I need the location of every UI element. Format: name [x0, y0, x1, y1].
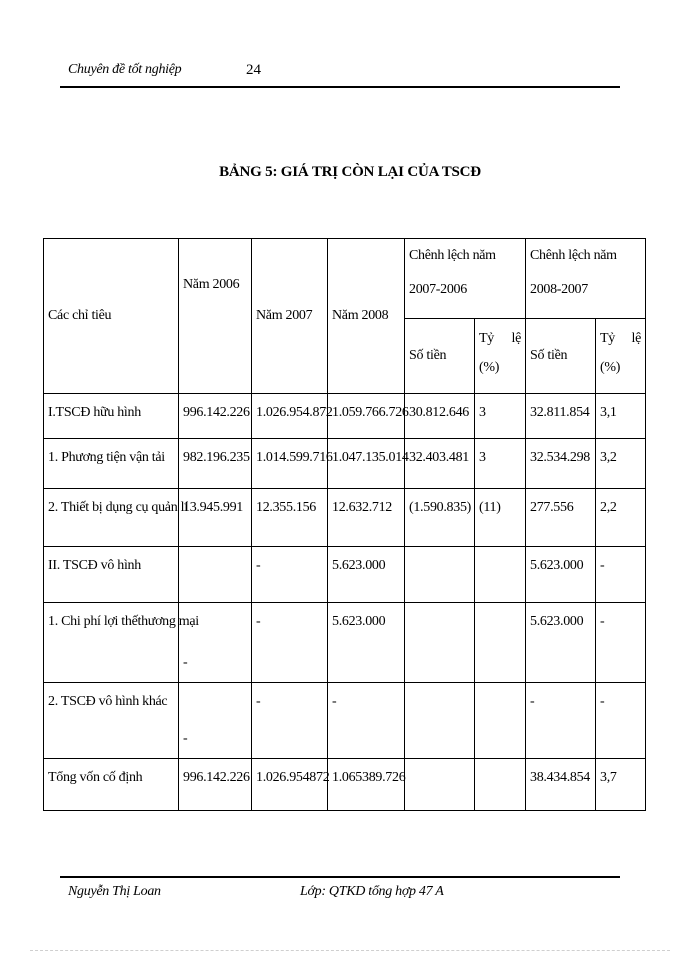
header-2008: Năm 2008	[328, 239, 405, 394]
header-diff-2007-2006: Chênh lệch năm 2007-2006	[405, 239, 526, 319]
cell-2008: 1.059.766.726	[328, 394, 405, 439]
footer-rule	[60, 876, 620, 878]
cell-diff1-ratio	[475, 683, 526, 759]
header-indicator: Các chỉ tiêu	[44, 239, 179, 394]
cell-2006	[179, 547, 252, 603]
cell-2007: -	[252, 547, 328, 603]
cell-diff2-amount: -	[526, 683, 596, 759]
header-rule	[60, 86, 620, 88]
cell-2006: 996.142.226	[179, 759, 252, 811]
header-amount-1: Số tiền	[405, 319, 475, 394]
row-label: I.TSCĐ hữu hình	[44, 394, 179, 439]
cell-diff1-ratio	[475, 603, 526, 683]
row-label: 2. TSCĐ vô hình khác	[44, 683, 179, 759]
cell-2008: 1.065389.726	[328, 759, 405, 811]
cell-diff2-ratio: 2,2	[596, 489, 646, 547]
cell-2006: 996.142.226	[179, 394, 252, 439]
table-row	[44, 547, 646, 603]
cell-diff1-ratio: (11)	[475, 489, 526, 547]
table-row	[44, 394, 646, 439]
cell-2007: 1.014.599.716	[252, 439, 328, 489]
cell-diff2-amount: 5.623.000	[526, 547, 596, 603]
header-ratio-2: Tỷ lệ (%)	[596, 319, 646, 394]
cell-diff1-amount: 32.403.481	[405, 439, 475, 489]
cell-2008: 5.623.000	[328, 603, 405, 683]
header-document-type: Chuyên đề tốt nghiệp	[68, 62, 182, 77]
header-amount-2: Số tiền	[526, 319, 596, 394]
cell-diff1-ratio	[475, 547, 526, 603]
cell-diff1-amount	[405, 683, 475, 759]
footer-class: Lớp: QTKD tổng hợp 47 A	[300, 884, 444, 899]
cell-diff2-ratio: 3,1	[596, 394, 646, 439]
footer-author: Nguyễn Thị Loan	[68, 884, 161, 899]
cell-2006: 982.196.235	[179, 439, 252, 489]
cell-diff2-ratio: -	[596, 547, 646, 603]
row-label: 2. Thiết bị dụng cụ quản lí	[44, 489, 179, 547]
cell-diff2-ratio: -	[596, 683, 646, 759]
cell-diff2-ratio: 3,7	[596, 759, 646, 811]
row-label: II. TSCĐ vô hình	[44, 547, 179, 603]
cell-2006: -	[179, 603, 252, 683]
cell-diff1-amount: (1.590.835)	[405, 489, 475, 547]
cell-2007: 12.355.156	[252, 489, 328, 547]
header-2007: Năm 2007	[252, 239, 328, 394]
table-row	[44, 683, 646, 759]
header-2006: Năm 2006	[179, 239, 252, 394]
cell-2007: 1.026.954.872	[252, 394, 328, 439]
row-label: Tổng vốn cố định	[44, 759, 179, 811]
cell-diff1-ratio	[475, 759, 526, 811]
cell-diff1-amount	[405, 603, 475, 683]
cell-2006: 13.945.991	[179, 489, 252, 547]
cell-diff2-amount: 277.556	[526, 489, 596, 547]
table-row	[44, 759, 646, 811]
cell-diff1-amount	[405, 759, 475, 811]
row-label: 1. Chi phí lợi thếthương mại	[44, 603, 179, 683]
cell-diff1-ratio: 3	[475, 439, 526, 489]
cell-2007: -	[252, 603, 328, 683]
table-row	[44, 439, 646, 489]
cell-2008: 12.632.712	[328, 489, 405, 547]
cell-diff2-ratio: 3,2	[596, 439, 646, 489]
cell-2006: -	[179, 683, 252, 759]
cell-diff1-amount: 30.812.646	[405, 394, 475, 439]
page-number: 24	[246, 62, 261, 78]
cell-2007: -	[252, 683, 328, 759]
table-row	[44, 489, 646, 547]
cell-2008: -	[328, 683, 405, 759]
cell-diff1-ratio: 3	[475, 394, 526, 439]
header-ratio-1: Tỷ lệ (%)	[475, 319, 526, 394]
page-header	[60, 60, 620, 86]
cell-diff2-amount: 38.434.854	[526, 759, 596, 811]
cell-diff2-amount: 5.623.000	[526, 603, 596, 683]
row-label: 1. Phương tiện vận tải	[44, 439, 179, 489]
cell-2007: 1.026.954872	[252, 759, 328, 811]
cell-diff1-amount	[405, 547, 475, 603]
cell-2008: 5.623.000	[328, 547, 405, 603]
table-row	[44, 603, 646, 683]
cell-diff2-amount: 32.811.854	[526, 394, 596, 439]
cell-2008: 1.047.135.014	[328, 439, 405, 489]
fixed-asset-table	[43, 238, 646, 811]
table-title: BẢNG 5: GIÁ TRỊ CÒN LẠI CỦA TSCĐ	[219, 164, 481, 180]
page-edge	[30, 950, 670, 951]
cell-diff2-amount: 32.534.298	[526, 439, 596, 489]
cell-diff2-ratio: -	[596, 603, 646, 683]
header-diff-2008-2007: Chênh lệch năm 2008-2007	[526, 239, 646, 319]
